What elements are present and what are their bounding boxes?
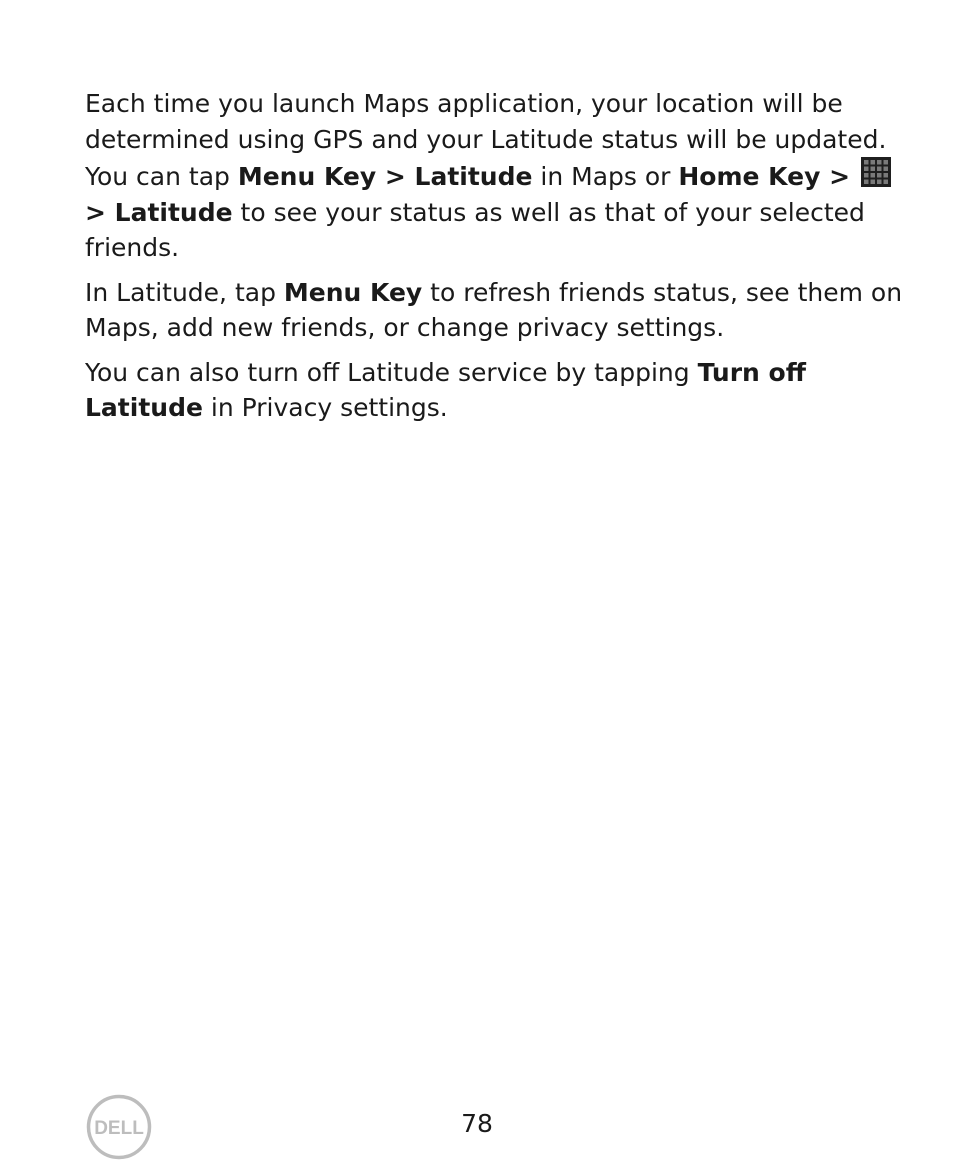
paragraph-maps-latitude-intro [85, 86, 905, 266]
grid-cell [864, 167, 869, 172]
paragraph-latitude-menu [85, 275, 905, 346]
grid-cell [877, 173, 882, 178]
paragraph-text: in Privacy settings. [202, 393, 448, 422]
dell-logo-text: DELL [94, 1118, 144, 1139]
grid-cell [877, 180, 882, 185]
grid-cell [864, 173, 869, 178]
turn-off-latitude-label: Turn off Latitude [85, 357, 806, 422]
menu-key-latitude-label: Menu Key > Latitude [237, 162, 533, 191]
grid-cell [883, 160, 888, 165]
grid-cell [870, 180, 875, 185]
paragraph-text: to see your status as well as that of your selected friends. [85, 197, 865, 262]
grid-cell [870, 167, 875, 172]
app-grid-icon [861, 157, 891, 187]
menu-key-label: Menu Key [283, 277, 423, 307]
paragraph-text: to refresh friends status, see them on Maps, add new friends, or change privacy settings. [85, 277, 903, 342]
paragraph-text: You can also turn off Latitude service by tapping [85, 357, 698, 387]
paragraph-turn-off-latitude [85, 355, 905, 426]
grid-cell [870, 160, 875, 165]
grid-cell [877, 167, 882, 172]
grid-cell [864, 160, 869, 165]
home-key-label: Home Key > [678, 162, 859, 191]
grid-cell [883, 167, 888, 172]
latitude-label: > Latitude [85, 197, 233, 227]
grid-cell [877, 160, 882, 165]
grid-cell [870, 173, 875, 178]
grid-cell [883, 180, 888, 185]
paragraph-text: Each time you launch Maps application, your location will be determined using GPS and your Latitude status will be updated. You can tap [85, 89, 887, 191]
page-number: 78 [461, 1109, 493, 1138]
paragraph-text: in Maps or [532, 162, 679, 191]
paragraph-text: In Latitude, tap [85, 277, 284, 307]
page-body [85, 86, 905, 435]
grid-cell [864, 180, 869, 185]
grid-cell [883, 173, 888, 178]
